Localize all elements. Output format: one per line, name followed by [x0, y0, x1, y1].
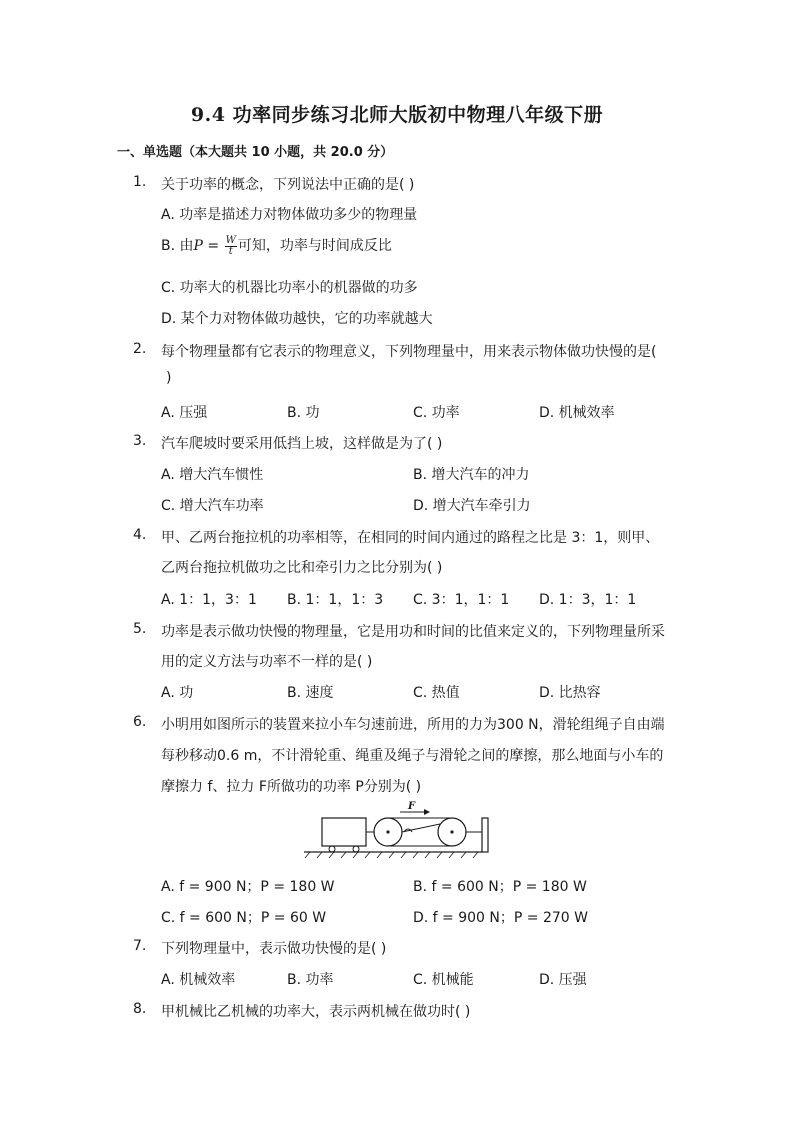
option-c: C. 功率大的机器比功率小的机器做的功多 — [161, 280, 418, 296]
question-stem-line3: 摩擦力 f、拉力 F所做功的功率 P分别为( ) — [161, 779, 422, 795]
pulley-diagram — [300, 800, 500, 864]
fraction-denominator: t — [228, 245, 233, 257]
option-a: A. f = 900 N；P = 180 W — [161, 879, 335, 895]
ground-hatch — [305, 852, 478, 858]
option-c: C. 功率 — [413, 405, 460, 421]
option-b-suffix: 可知，功率与时间成反比 — [237, 238, 392, 254]
question-stem: 汽车爬坡时要采用低挡上坡，这样做是为了( ) — [161, 436, 443, 452]
option-d: D. 某个力对物体做功越快，它的功率就越大 — [161, 311, 433, 327]
option-b: B. 功率 — [287, 972, 334, 988]
option-a: A. 压强 — [161, 405, 208, 421]
option-c: C. f = 600 N；P = 60 W — [161, 910, 327, 926]
option-c: C. 3：1，1：1 — [413, 592, 510, 608]
fraction-numerator: W — [225, 234, 236, 246]
option-a: A. 功率是描述力对物体做功多少的物理量 — [161, 207, 418, 223]
option-a: A. 机械效率 — [161, 972, 236, 988]
wall — [482, 818, 488, 852]
question-number: 5. — [133, 621, 147, 637]
question-number: 6. — [133, 714, 147, 730]
option-d: D. f = 900 N；P = 270 W — [413, 910, 588, 926]
option-b — [161, 235, 392, 257]
question-number: 2. — [133, 341, 147, 357]
option-d: D. 机械效率 — [539, 405, 615, 421]
question-number: 1. — [133, 174, 147, 190]
formula-p: P — [193, 238, 203, 254]
option-c: C. 增大汽车功率 — [161, 498, 264, 514]
option-b: B. 增大汽车的冲力 — [413, 467, 530, 483]
rope-middle — [402, 824, 440, 832]
question-stem-line2: ) — [166, 370, 172, 386]
question-stem: 下列物理量中，表示做功快慢的是( ) — [161, 941, 387, 957]
formula-fraction — [225, 236, 237, 257]
option-b-prefix: B. 由 — [161, 238, 194, 254]
page-title: 9.4 功率同步练习北师大版初中物理八年级下册 — [190, 104, 604, 126]
cart-wheel-back — [353, 846, 359, 852]
question-stem: 甲机械比乙机械的功率大，表示两机械在做功时( ) — [161, 1004, 471, 1020]
option-d: D. 1：3，1：1 — [539, 592, 637, 608]
question-stem-line1: 功率是表示做功快慢的物理量，它是用功和时间的比值来定义的，下列物理量所采 — [161, 624, 665, 640]
fixed-pulley-axle — [450, 830, 453, 833]
question-stem-line1: 小明用如图所示的装置来拉小车匀速前进，所用的力为300 N，滑轮组绳子自由端 — [161, 717, 665, 733]
option-b: B. 速度 — [287, 685, 334, 701]
formula-equals: = — [202, 238, 224, 254]
question-stem-line2: 每秒移动0.6 m，不计滑轮重、绳重及绳子与滑轮之间的摩擦，那么地面与小车的 — [161, 748, 664, 764]
option-a: A. 1：1，3：1 — [161, 592, 257, 608]
option-d: D. 增大汽车牵引力 — [413, 498, 531, 514]
section-heading: 一、单选题（本大题共 10 小题，共 20.0 分） — [117, 145, 394, 160]
cart-body — [322, 818, 366, 846]
option-d: D. 压强 — [539, 972, 587, 988]
question-stem-line2: 乙两台拖拉机做功之比和牵引力之比分别为( ) — [161, 560, 443, 576]
question-stem: 关于功率的概念，下列说法中正确的是( ) — [161, 177, 415, 193]
option-b: B. 1：1，1：3 — [287, 592, 384, 608]
question-number: 4. — [133, 527, 147, 543]
question-stem-line1: 甲、乙两台拖拉机的功率相等，在相同的时间内通过的路程之比是 3：1，则甲、 — [161, 530, 660, 546]
question-stem-line1: 每个物理量都有它表示的物理意义，下列物理量中，用来表示物体做功快慢的是( — [161, 344, 657, 360]
moving-pulley-axle — [386, 830, 389, 833]
option-b: B. 功 — [287, 405, 320, 421]
question-number: 3. — [133, 433, 147, 449]
option-c: C. 热值 — [413, 685, 460, 701]
option-d: D. 比热容 — [539, 685, 601, 701]
option-c: C. 机械能 — [413, 972, 474, 988]
question-stem-line2: 用的定义方法与功率不一样的是( ) — [161, 654, 373, 670]
question-number: 8. — [133, 1001, 147, 1017]
cart-wheel-front — [329, 846, 335, 852]
option-a: A. 功 — [161, 685, 194, 701]
question-number: 7. — [133, 938, 147, 954]
option-a: A. 增大汽车惯性 — [161, 467, 264, 483]
force-label: F — [408, 801, 416, 812]
option-b: B. f = 600 N；P = 180 W — [413, 879, 587, 895]
force-arrowhead — [424, 809, 430, 815]
